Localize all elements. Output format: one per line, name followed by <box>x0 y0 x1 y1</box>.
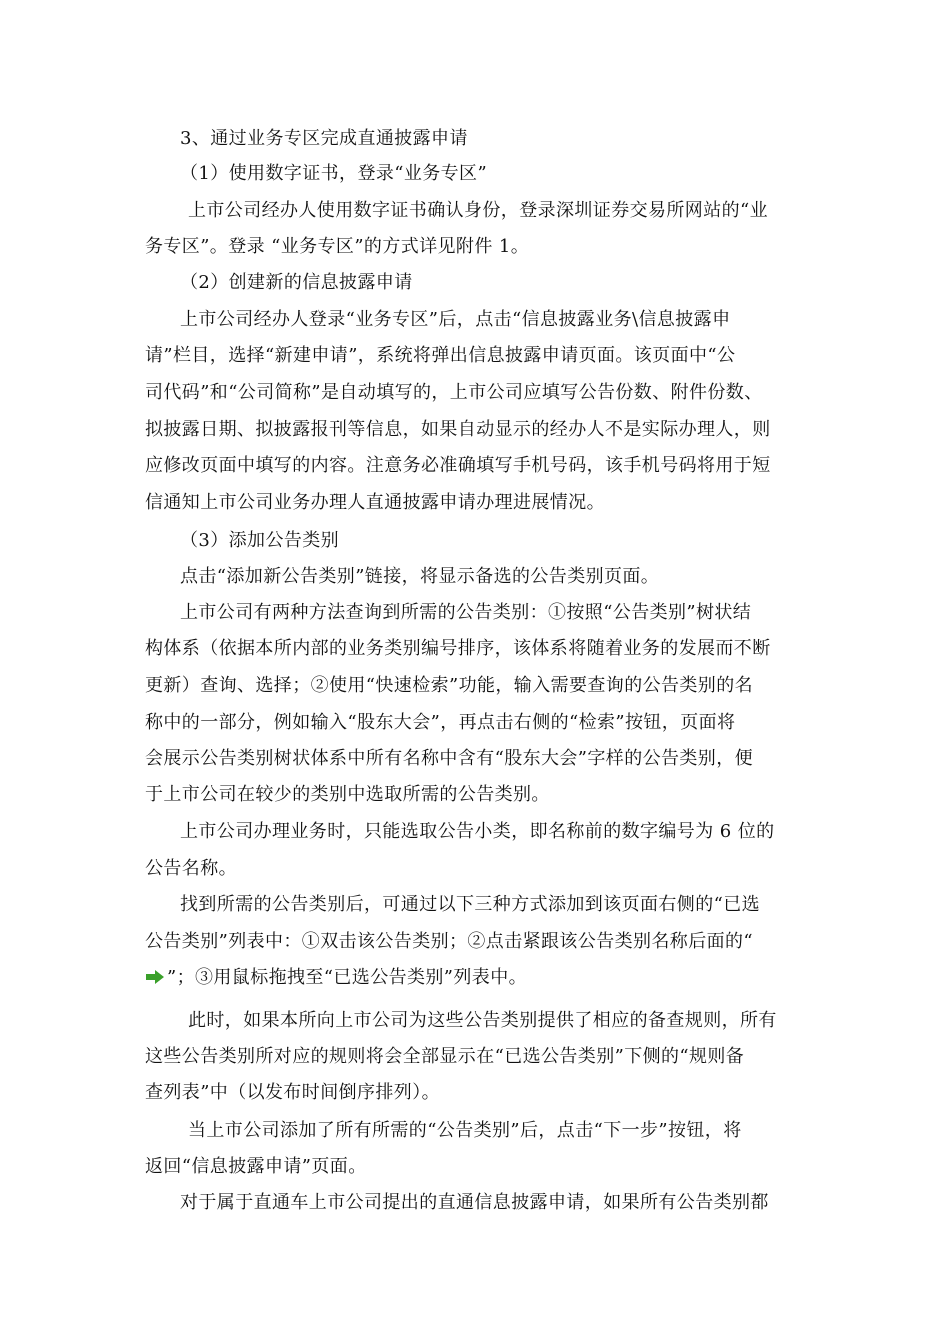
paragraph-line: 找到所需的公告类别后，可通过以下三种方式添加到该页面右侧的“已选 <box>180 894 760 915</box>
paragraph-line: 务专区”。登录 “业务专区”的方式详见附件 1。 <box>145 236 530 257</box>
paragraph-line: 公告名称。 <box>145 858 237 879</box>
paragraph-line: 于上市公司在较少的类别中选取所需的公告类别。 <box>145 784 550 805</box>
paragraph-line: 这些公告类别所对应的规则将会全部显示在“已选公告类别”下侧的“规则备 <box>145 1046 745 1067</box>
paragraph-line: 应修改页面中填写的内容。注意务必准确填写手机号码，该手机号码将用于短 <box>145 455 771 476</box>
paragraph-line: 返回“信息披露申请”页面。 <box>145 1156 367 1177</box>
paragraph-line: 此时，如果本所向上市公司为这些公告类别提供了相应的备查规则，所有 <box>188 1010 777 1031</box>
paragraph-line: 会展示公告类别树状体系中所有名称中含有“股东大会”字样的公告类别，便 <box>145 748 754 769</box>
paragraph-line: 当上市公司添加了所有所需的“公告类别”后，点击“下一步”按钮，将 <box>188 1120 742 1141</box>
paragraph-line: 拟披露日期、拟披露报刊等信息，如果自动显示的经办人不是实际办理人，则 <box>145 419 771 440</box>
arrow-shape <box>146 970 164 984</box>
paragraph-line: 上市公司经办人登录“业务专区”后，点击“信息披露业务\信息披露申 <box>180 309 731 330</box>
paragraph-line-with-icon <box>145 966 527 992</box>
paragraph-line: 上市公司办理业务时，只能选取公告小类，即名称前的数字编号为 6 位的 <box>180 821 775 842</box>
paragraph-line: 司代码”和“公司简称”是自动填写的，上市公司应填写公告份数、附件份数、 <box>145 382 763 403</box>
subheading-add-category: （3）添加公告类别 <box>180 530 340 551</box>
paragraph-line: 信通知上市公司业务办理人直通披露申请办理进展情况。 <box>145 492 605 513</box>
paragraph-line: 构体系（依据本所内部的业务类别编号排序，该体系将随着业务的发展而不断 <box>145 638 771 659</box>
paragraph-line: 请”栏目，选择“新建申请”，系统将弹出信息披露申请页面。该页面中“公 <box>145 345 736 366</box>
subheading-login: （1）使用数字证书，登录“业务专区” <box>180 163 488 184</box>
paragraph-text: ”；③用鼠标拖拽至“已选公告类别”列表中。 <box>167 967 528 988</box>
paragraph-line: 更新）查询、选择；②使用“快速检索”功能，输入需要查询的公告类别的名 <box>145 675 754 696</box>
paragraph-line: 上市公司有两种方法查询到所需的公告类别：①按照“公告类别”树状结 <box>180 602 752 623</box>
subheading-create: （2）创建新的信息披露申请 <box>180 272 413 293</box>
paragraph-line: 点击“添加新公告类别”链接，将显示备选的公告类别页面。 <box>180 566 660 587</box>
section-heading: 3、通过业务专区完成直通披露申请 <box>180 128 468 149</box>
green-right-arrow-icon <box>145 968 165 992</box>
paragraph-line: 称中的一部分，例如输入“股东大会”，再点击右侧的“检索”按钮，页面将 <box>145 712 736 733</box>
paragraph-line: 上市公司经办人使用数字证书确认身份，登录深圳证券交易所网站的“业 <box>188 200 768 221</box>
paragraph-line: 公告类别”列表中：①双击该公告类别；②点击紧跟该公告类别名称后面的“ <box>145 931 754 952</box>
paragraph-line: 查列表”中（以发布时间倒序排列）。 <box>145 1082 441 1103</box>
paragraph-line: 对于属于直通车上市公司提出的直通信息披露申请，如果所有公告类别都 <box>180 1192 769 1213</box>
